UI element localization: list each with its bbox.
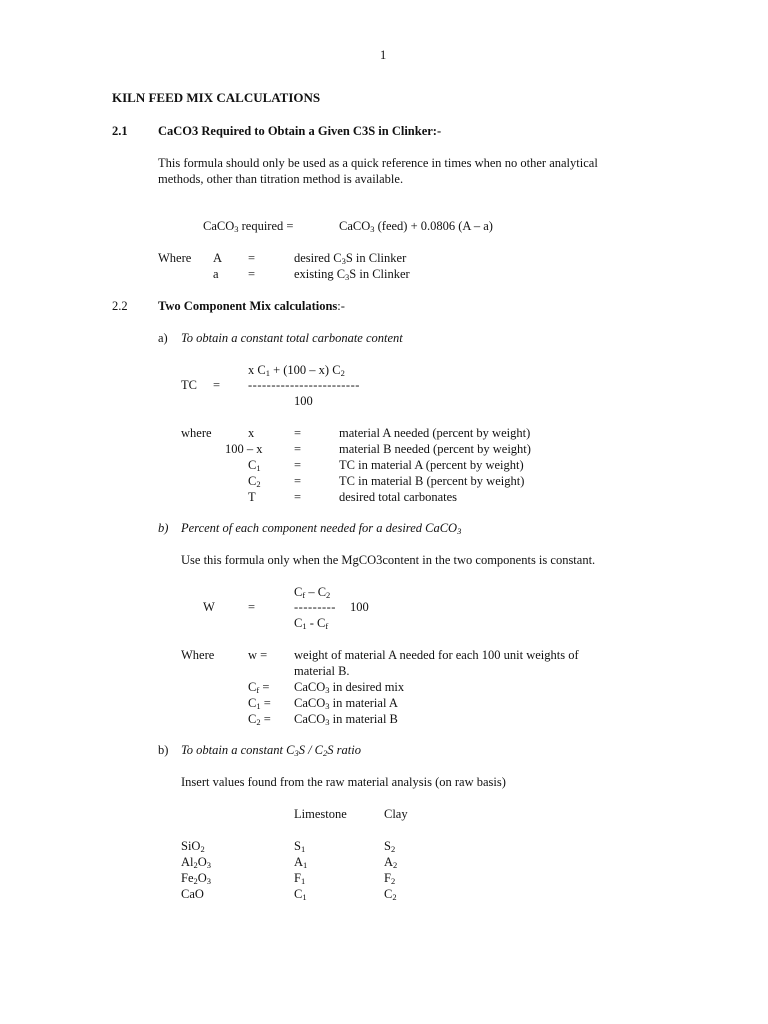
section-2-2-heading: Two Component Mix calculations:-	[158, 299, 345, 313]
table-row-compound: $Fe_2O_3$	[181, 871, 212, 886]
var-A: A	[213, 251, 223, 265]
table-header-limestone: Limestone	[294, 807, 347, 821]
var-symbol: $C_1$	[248, 458, 261, 473]
where-label: Where	[181, 648, 215, 662]
tc-label: TC	[181, 378, 197, 392]
var-symbol: x	[248, 426, 255, 440]
where-label: where	[181, 426, 212, 440]
section-2-2-number: 2.2	[112, 299, 128, 313]
page-number: 1	[380, 48, 387, 62]
section-2-1-description-line-2: methods, other than titration method is available.	[158, 172, 404, 186]
table-cell-limestone: $S_1$	[294, 839, 306, 854]
table-cell-clay: $A_2$	[384, 855, 398, 870]
var-symbol: 100 – x	[225, 442, 263, 456]
var-a: a	[213, 267, 219, 281]
table-row-compound: SiO$_2$	[181, 839, 205, 854]
equals-sign: =	[248, 600, 256, 614]
w-multiplier: 100	[350, 600, 369, 614]
subsection-a-label: a)	[158, 331, 168, 345]
fraction-bar: ---------	[294, 600, 336, 614]
section-2-1-number: 2.1	[112, 124, 128, 138]
equals-sign: =	[248, 251, 256, 265]
w-label: W	[203, 600, 215, 614]
table-header-clay: Clay	[384, 807, 408, 821]
caco3-formula-lhs: CaCO$_3$ required =	[203, 219, 294, 234]
subsection-c-title: To obtain a constant $C_3S / C_2S$ ratio	[181, 743, 361, 758]
w-var-definition: material B.	[294, 664, 350, 678]
def-a: existing $C_3S$ in Clinker	[294, 267, 410, 282]
w-var-definition: CaCO$_3$ in material A	[294, 696, 398, 711]
subsection-b-label: b)	[158, 521, 169, 535]
w-var-definition: weight of material A needed for each 100 unit weights of	[294, 648, 579, 662]
where-label: Where	[158, 251, 192, 265]
caco3-formula-rhs: CaCO$_3$ (feed) + 0.0806 (A – a)	[339, 219, 493, 234]
table-cell-clay: $C_2$	[384, 887, 397, 902]
w-formula-denominator: $C_1 - C_f$	[294, 616, 329, 631]
section-2-1-heading: CaCO3 Required to Obtain a Given C3S in Clinker:-	[158, 124, 442, 138]
tc-formula-numerator: x $C_1 + (100 - x)$ $C_2$	[248, 363, 345, 378]
table-row-compound: $Al_2O_3$	[181, 855, 212, 870]
equals-sign: =	[213, 378, 221, 392]
tc-formula-denominator: 100	[294, 394, 313, 408]
table-cell-clay: $S_2$	[384, 839, 396, 854]
def-A: desired $C_3S$ in Clinker	[294, 251, 407, 266]
w-var-symbol: $C_2$ =	[248, 712, 271, 727]
w-var-definition: CaCO$_3$ in desired mix	[294, 680, 405, 695]
equals-sign: =	[294, 458, 302, 472]
equals-sign: =	[294, 474, 302, 488]
subsection-a-title: To obtain a constant total carbonate content	[181, 331, 403, 345]
fraction-bar: ------------------------	[248, 378, 360, 392]
table-cell-limestone: $F_1$	[294, 871, 306, 886]
w-var-symbol: w =	[248, 648, 268, 662]
var-definition: TC in material B (percent by weight)	[339, 474, 525, 488]
table-cell-clay: $F_2$	[384, 871, 396, 886]
subsection-b-title: Percent of each component needed for a desired CaCO$_3$	[181, 521, 462, 536]
w-var-symbol: $C_f$ =	[248, 680, 270, 695]
section-2-1-description-line-1: This formula should only be used as a quick reference in times when no other analytical	[158, 156, 598, 170]
w-formula-numerator: $C_f - C_2$	[294, 585, 331, 600]
table-row-compound: CaO	[181, 887, 204, 901]
table-cell-limestone: $A_1$	[294, 855, 308, 870]
equals-sign: =	[248, 267, 256, 281]
subsection-c-label: b)	[158, 743, 169, 757]
var-definition: material A needed (percent by weight)	[339, 426, 531, 440]
equals-sign: =	[294, 426, 302, 440]
var-definition: desired total carbonates	[339, 490, 458, 504]
w-var-symbol: $C_1$ =	[248, 696, 271, 711]
table-cell-limestone: $C_1$	[294, 887, 307, 902]
document-title: KILN FEED MIX CALCULATIONS	[112, 90, 321, 105]
var-symbol: T	[248, 490, 256, 504]
var-symbol: $C_2$	[248, 474, 261, 489]
subsection-b-note: Use this formula only when the MgCO3content in the two components is constant.	[181, 553, 596, 567]
equals-sign: =	[294, 442, 302, 456]
w-var-definition: CaCO$_3$ in material B	[294, 712, 398, 727]
var-definition: material B needed (percent by weight)	[339, 442, 531, 456]
equals-sign: =	[294, 490, 302, 504]
subsection-c-note: Insert values found from the raw material analysis (on raw basis)	[181, 775, 506, 789]
var-definition: TC in material A (percent by weight)	[339, 458, 524, 472]
